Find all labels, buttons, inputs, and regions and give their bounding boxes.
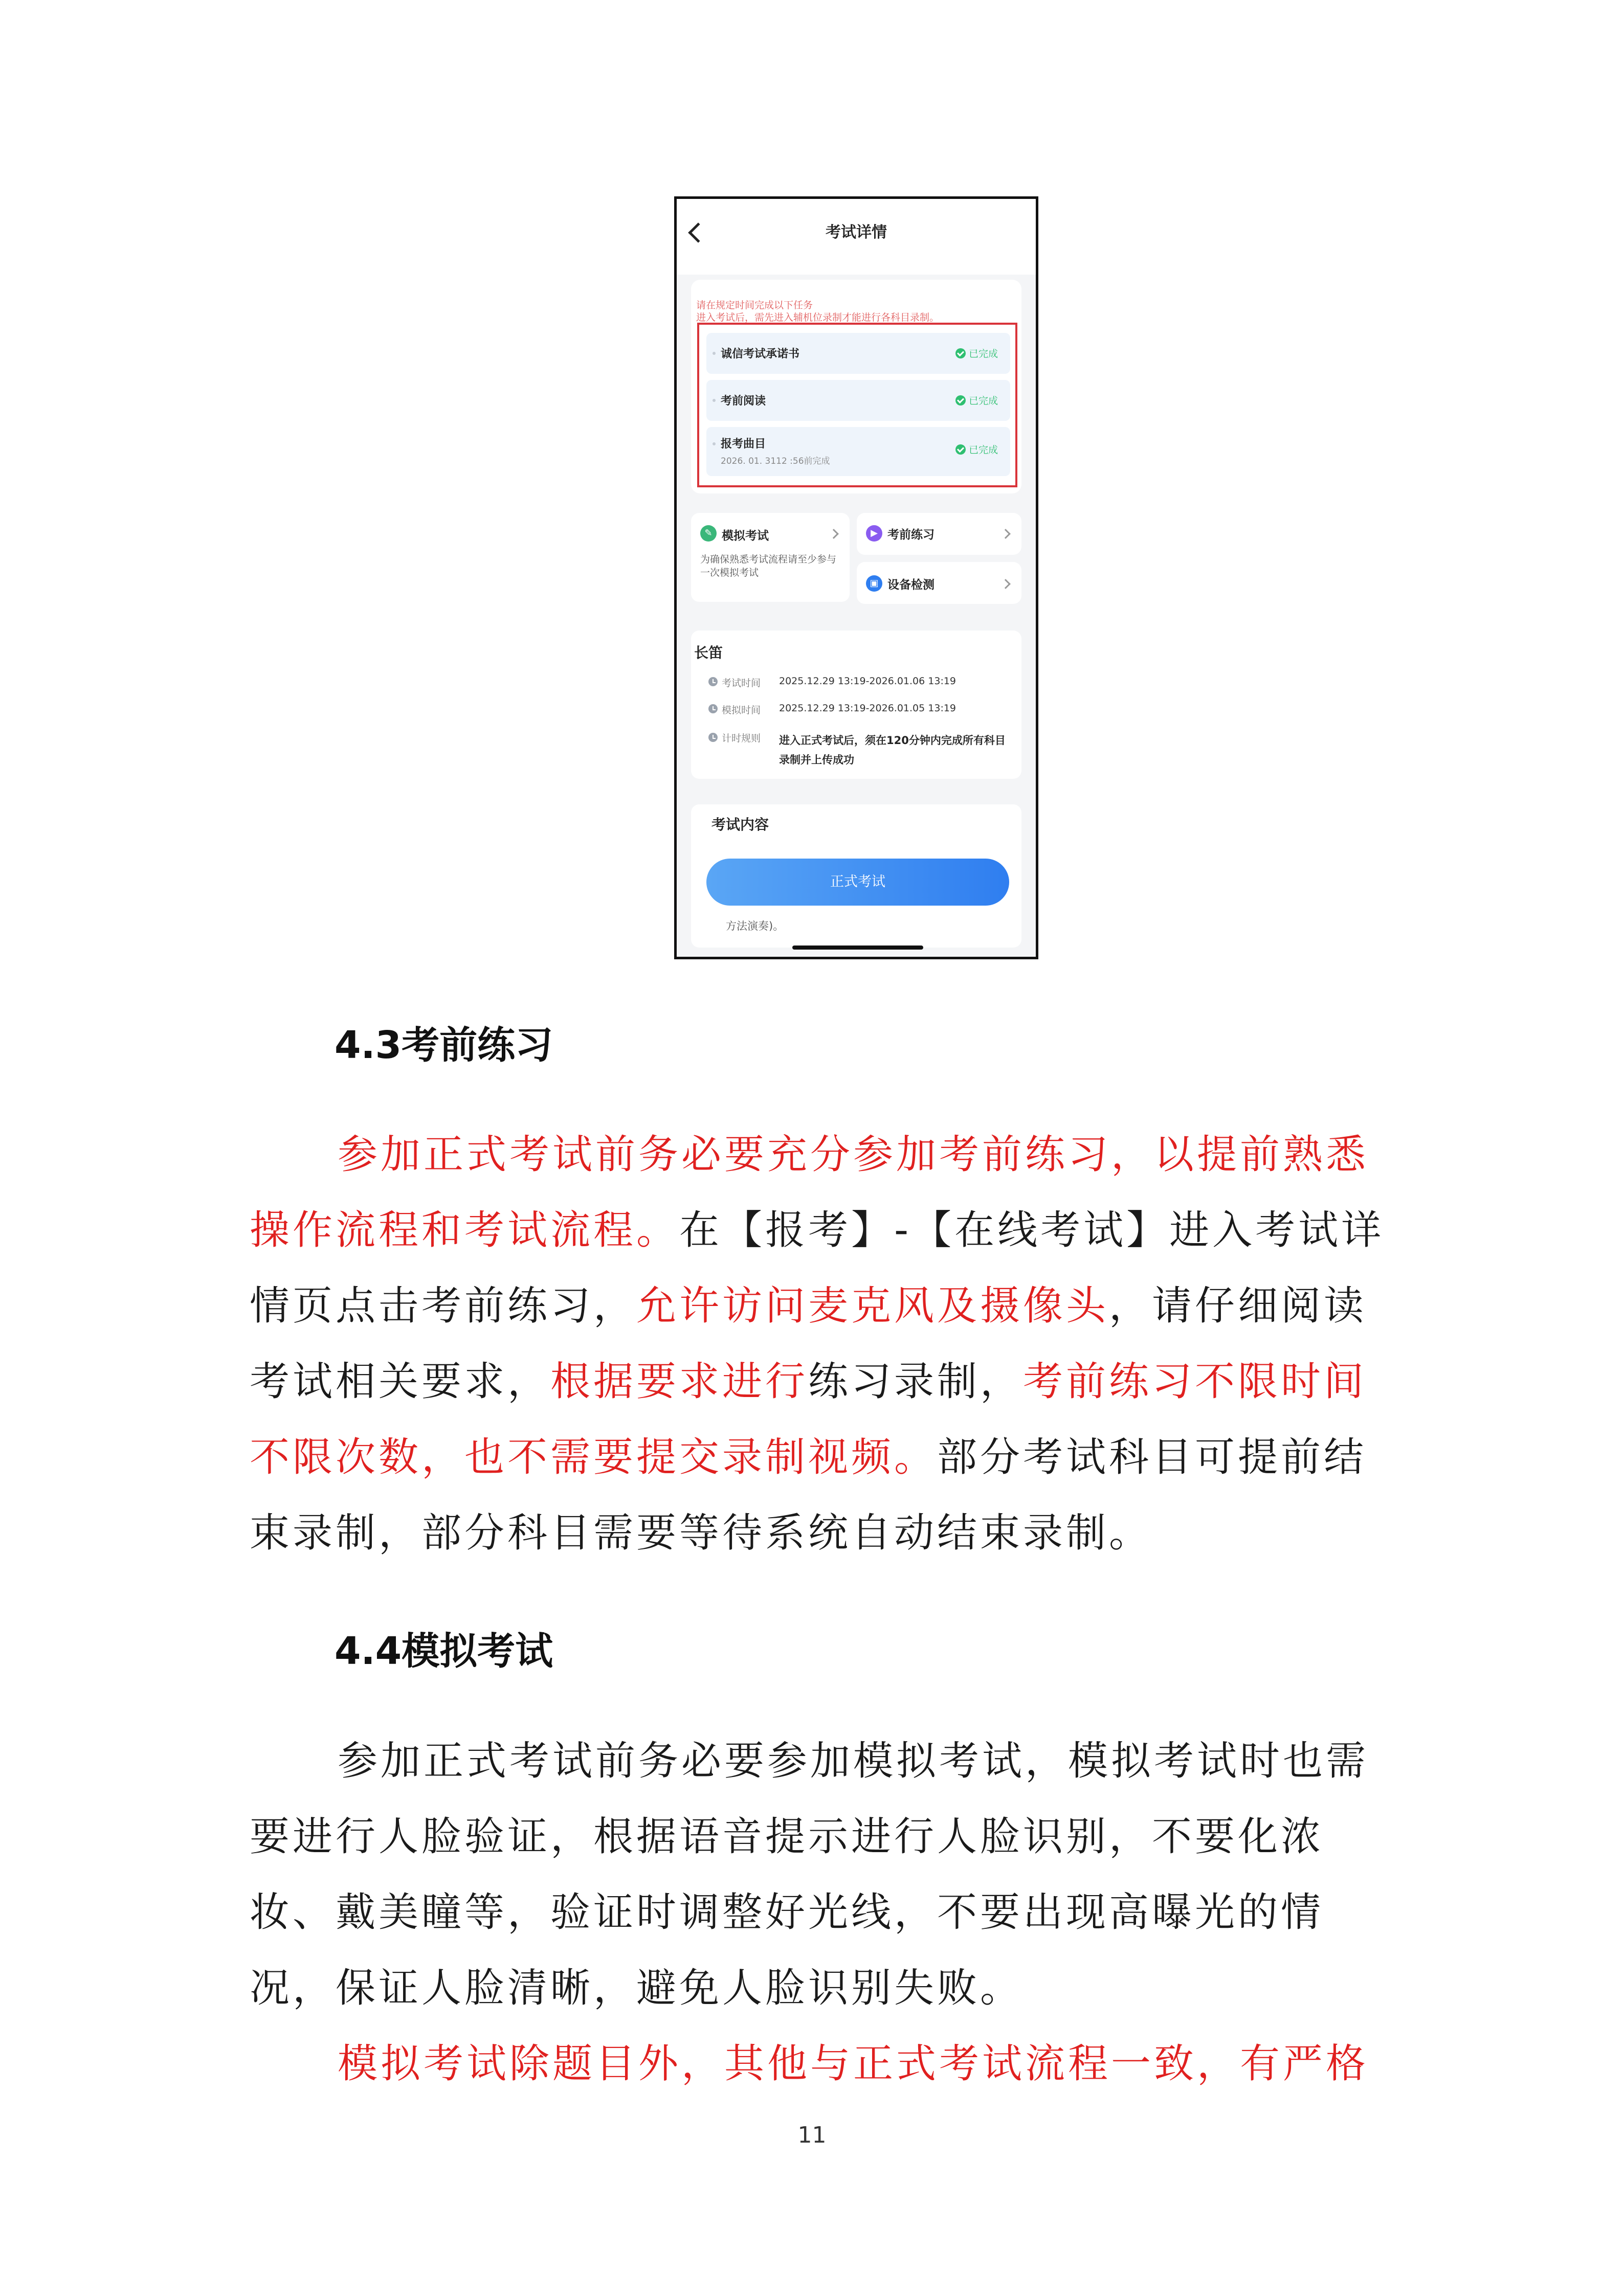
device-check-card[interactable] bbox=[857, 562, 1021, 604]
timing-rule-value: 进入正式考试后，须在120分钟内完成所有科目录制并上传成功 bbox=[779, 734, 1006, 766]
highlight-text: 参加正式考试前务必要充分参加考前练习，以提前熟悉操作流程和考试流程。 bbox=[250, 1132, 1369, 1253]
start-exam-button[interactable]: 正式考试 bbox=[706, 859, 1009, 906]
mock-exam-card[interactable] bbox=[691, 513, 850, 602]
clock-icon bbox=[708, 733, 718, 742]
chevron-right-icon bbox=[1000, 579, 1011, 589]
paragraph-text: 模拟考试除题目外，其他与正式考试流程一致，有严格 bbox=[338, 2041, 1369, 2087]
task-notice bbox=[696, 299, 939, 324]
device-check-label: 设备检测 bbox=[887, 578, 935, 592]
notice-line-1: 请在规定时间完成以下任务 bbox=[696, 300, 813, 311]
top-bar bbox=[677, 199, 1036, 275]
paragraph-text: ，请仔细阅读考试相关要求， bbox=[250, 1283, 1367, 1405]
paragraph-mock-rules bbox=[250, 2026, 1385, 2102]
notice-line-2: 进入考试后，需先进入辅机位录制才能进行各科目录制。 bbox=[696, 312, 940, 323]
paragraph-text: 练习录制， bbox=[808, 1359, 1024, 1405]
task-status-label: 已完成 bbox=[968, 395, 998, 407]
phone-screenshot bbox=[674, 196, 1038, 959]
highlight-text: 考前练习不限时间不限次数，也不需要提交录制视频。 bbox=[250, 1359, 1367, 1480]
device-icon: ▣ bbox=[866, 575, 882, 592]
home-indicator bbox=[792, 946, 923, 950]
subject-title: 长笛 bbox=[694, 644, 723, 661]
mock-exam-desc: 为确保熟悉考试流程请至少参与一次模拟考试 bbox=[700, 554, 837, 578]
exam-content-title: 考试内容 bbox=[711, 816, 769, 833]
paragraph-text: 部分考试科目可提前结束录制，部分科目需要等待系统自动结束录制。 bbox=[250, 1434, 1367, 1556]
exam-time-key: 考试时间 bbox=[722, 678, 761, 689]
paragraph-mock-exam bbox=[250, 1723, 1385, 2026]
page-number: 11 bbox=[797, 2122, 827, 2148]
chevron-right-icon bbox=[829, 529, 839, 539]
highlight-text: 根据要求进行 bbox=[550, 1359, 809, 1405]
mock-exam-label: 模拟考试 bbox=[722, 529, 769, 543]
task-name: 诚信考试承诺书 bbox=[721, 348, 800, 361]
task-name: 考前阅读 bbox=[721, 395, 766, 408]
practice-label: 考前练习 bbox=[887, 528, 935, 542]
play-icon: ▶ bbox=[866, 525, 882, 542]
task-deadline: 2026. 01. 3112 :56前完成 bbox=[721, 456, 830, 466]
exam-time-value: 2025.12.29 13:19-2026.01.06 13:19 bbox=[779, 676, 956, 687]
mock-time-value: 2025.12.29 13:19-2026.01.05 13:19 bbox=[779, 703, 956, 714]
section-heading-4-4: 4.4模拟考试 bbox=[335, 1629, 553, 1673]
practice-card[interactable] bbox=[857, 513, 1021, 555]
paragraph-text: 在【报考】-【在线考试】进入考试详情页点击考前练习， bbox=[250, 1207, 1385, 1329]
task-status-label: 已完成 bbox=[968, 348, 998, 359]
highlight-box bbox=[697, 323, 1017, 487]
mock-time-key: 模拟时间 bbox=[722, 705, 761, 716]
timing-rule-key: 计时规则 bbox=[722, 733, 761, 744]
paragraph-practice bbox=[250, 1117, 1385, 1571]
screen-title: 考试详情 bbox=[826, 223, 887, 241]
task-name: 报考曲目 bbox=[721, 438, 766, 451]
chevron-right-icon bbox=[1000, 529, 1011, 539]
highlight-text: 允许访问麦克风及摄像头 bbox=[636, 1283, 1109, 1329]
section-heading-4-3: 4.3考前练习 bbox=[335, 1023, 553, 1067]
paragraph-text: 参加正式考试前务必要参加模拟考试，模拟考试时也需要进行人脸验证，根据语音提示进行人脸识别，不要化浓妆、戴美瞳等，验证时调整好光线，不要出现高曝光的情况，保证人脸清晰，避免人脸识别失败。 bbox=[250, 1738, 1369, 2011]
mock-exam-icon: ✎ bbox=[700, 525, 717, 542]
clock-icon bbox=[708, 677, 718, 686]
exam-content-text: 方法演奏)。 bbox=[726, 920, 784, 932]
clock-icon bbox=[708, 704, 718, 713]
task-status-label: 已完成 bbox=[968, 444, 998, 456]
